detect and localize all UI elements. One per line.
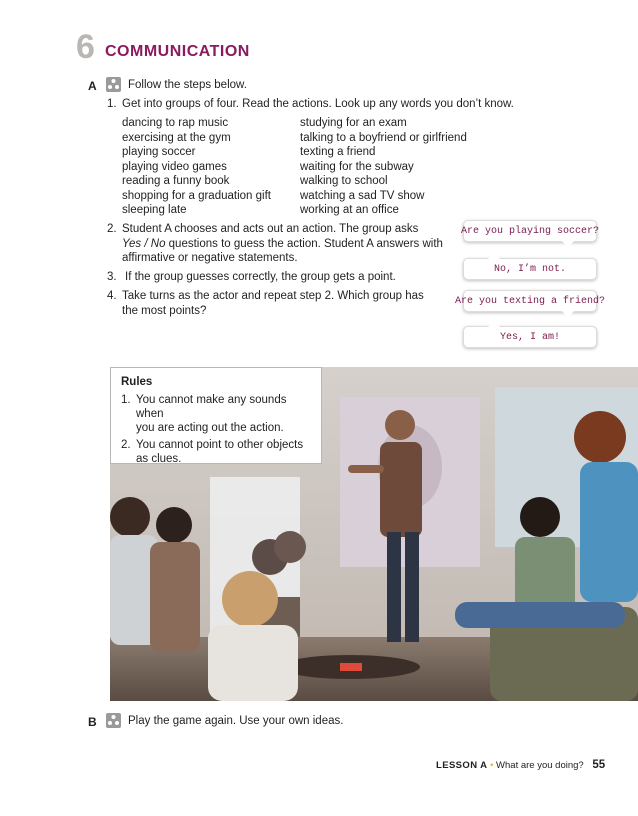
action-item: shopping for a graduation gift (122, 189, 271, 202)
bubble-tail (488, 252, 500, 259)
page-footer (436, 759, 605, 771)
speech-bubble-answer-1 (463, 258, 597, 280)
action-item: waiting for the subway (300, 160, 414, 173)
step-4-line-1: Take turns as the actor and repeat step 2. Which group has (122, 290, 424, 302)
bubble-text: Are you playing soccer? (460, 225, 600, 237)
rule-item (121, 438, 311, 466)
action-item: texting a friend (300, 146, 376, 158)
rule-line: you are acting out the action. (136, 422, 284, 434)
action-item: reading a funny book (122, 175, 230, 187)
group-work-icon (106, 713, 121, 728)
rule-item (121, 393, 311, 435)
bubble-text: No, I’m not. (493, 263, 566, 275)
step-4 (107, 289, 457, 318)
section-title: COMMUNICATION (105, 43, 250, 60)
step-number: 4. (107, 290, 117, 302)
action-item: exercising at the gym (122, 131, 231, 144)
part-a-instruction: Follow the steps below. (128, 79, 247, 91)
speech-bubble-question-1 (460, 220, 600, 242)
part-b-letter: B (88, 715, 97, 729)
step-1 (107, 97, 527, 112)
speech-bubble-answer-2 (463, 326, 597, 348)
rule-line: You cannot make any sounds when (136, 394, 287, 420)
actions-list-left (122, 116, 271, 218)
step-2-line-2: questions to guess the action. Student A answers with (165, 237, 443, 250)
action-item: studying for an exam (300, 117, 407, 129)
step-3 (107, 270, 457, 285)
step-2-line-3: affirmative or negative statements. (122, 252, 298, 264)
rule-line: as clues. (136, 453, 182, 465)
bubble-tail (488, 320, 500, 327)
rule-number: 1. (121, 394, 131, 406)
step-2 (107, 222, 457, 266)
yes-no-term: Yes / No (122, 237, 166, 250)
footer-bullet: • (490, 760, 494, 771)
rules-box (110, 367, 322, 464)
step-number: 3. (107, 271, 117, 283)
bubble-tail (562, 311, 574, 318)
bubble-text: Yes, I am! (499, 331, 560, 343)
part-b-instruction: Play the game again. Use your own ideas. (128, 715, 344, 727)
bubble-text: Are you texting a friend? (454, 295, 606, 307)
action-item: watching a sad TV show (300, 189, 425, 202)
part-a-letter: A (88, 79, 97, 93)
action-item: sleeping late (122, 204, 187, 216)
bubble-tail (562, 241, 574, 248)
step-4-line-2: the most points? (122, 304, 207, 317)
action-item: working at an office (300, 204, 399, 216)
step-number: 2. (107, 223, 117, 235)
action-item: walking to school (300, 175, 388, 187)
step-3-text: If the group guesses correctly, the group gets a point. (125, 271, 396, 283)
action-item: talking to a boyfriend or girlfriend (300, 131, 467, 144)
footer-lesson: LESSON A (436, 760, 488, 771)
step-2-line-1: Student A chooses and acts out an action. The group asks (122, 223, 419, 235)
speech-bubble-question-2 (454, 290, 606, 312)
group-work-icon (106, 77, 121, 92)
actions-list-right (300, 116, 467, 218)
footer-title: What are you doing? (496, 760, 584, 771)
step-1-text: Get into groups of four. Read the actions. Look up any words you don’t know. (122, 98, 514, 110)
rules-title: Rules (121, 376, 153, 388)
action-item: dancing to rap music (122, 117, 229, 129)
step-number: 1. (107, 98, 117, 110)
action-item: playing soccer (122, 146, 196, 158)
page-number: 55 (592, 759, 606, 771)
section-number: 6 (76, 28, 95, 66)
action-item: playing video games (122, 160, 227, 173)
rule-number: 2. (121, 439, 131, 451)
rule-line: You cannot point to other objects (136, 439, 304, 451)
